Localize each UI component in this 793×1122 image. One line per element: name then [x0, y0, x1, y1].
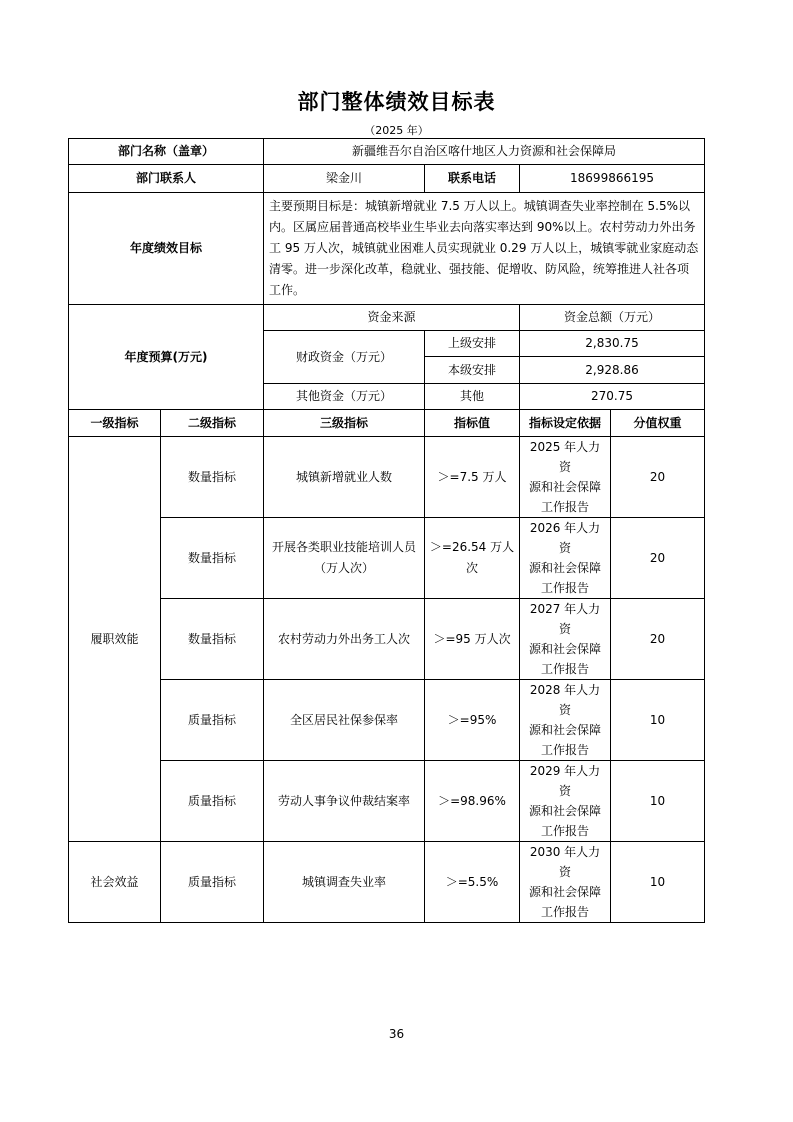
table-row: [69, 761, 705, 842]
phone-label: 联系电话: [425, 165, 520, 193]
indicator-value: ＞=95%: [425, 680, 520, 761]
basis-line: 源和社会保障: [529, 885, 602, 899]
indicator-weight: 10: [611, 761, 705, 842]
header-level2: 二级指标: [161, 410, 264, 437]
indicator-weight: 20: [611, 599, 705, 680]
goal-text: 主要预期目标是：城镇新增就业 7.5 万人以上。城镇调查失业率控制在 5.5%以内。区属应届普通高校毕业生毕业去向落实率达到 90%以上。农村劳动力外出务工 95 万人次，城镇就业困难人员实现就业 0.29 万人以上，城镇零就业家庭动态清零。进一步深化改革，稳就业、强技能、促增收、防风险，统筹推进人社各项工作。: [264, 193, 705, 305]
level2-indicator: 质量指标: [161, 761, 264, 842]
basis-line: 源和社会保障: [529, 723, 602, 737]
table-row: [69, 437, 705, 518]
page-title: 部门整体绩效目标表: [297, 90, 496, 114]
upper-allocation-label: 上级安排: [425, 331, 520, 357]
basis-line: 工作报告: [541, 500, 590, 514]
fiscal-fund-label: 财政资金（万元）: [264, 331, 425, 384]
level3-indicator: 农村劳动力外出务工人次: [264, 599, 425, 680]
level3-indicator: 城镇新增就业人数: [264, 437, 425, 518]
value-line: 次: [466, 561, 479, 575]
basis-line: 工作报告: [541, 824, 590, 838]
dept-name-value: 新疆维吾尔自治区喀什地区人力资源和社会保障局: [264, 139, 705, 165]
local-allocation-value: 2,928.86: [520, 357, 705, 384]
basis-line: 源和社会保障: [529, 561, 602, 575]
header-weight: 分值权重: [611, 410, 705, 437]
basis-line: 工作报告: [541, 581, 590, 595]
table-row: [69, 842, 705, 923]
level3-indicator: [264, 518, 425, 599]
header-level3: 三级指标: [264, 410, 425, 437]
other-fund-value: 270.75: [520, 384, 705, 410]
contact-name: 梁金川: [264, 165, 425, 193]
level2-indicator: 质量指标: [161, 842, 264, 923]
indicator-weight: 20: [611, 518, 705, 599]
page-number: 36: [388, 1027, 405, 1041]
fund-total-header: 资金总额（万元）: [520, 305, 705, 331]
dept-name-label: 部门名称（盖章）: [69, 139, 264, 165]
header-basis: 指标设定依据: [520, 410, 611, 437]
basis-line: 工作报告: [541, 905, 590, 919]
indicator-basis: [520, 680, 611, 761]
indicator-weight: 10: [611, 680, 705, 761]
indicator-basis: [520, 437, 611, 518]
indicator-weight: 10: [611, 842, 705, 923]
indicator-value: [425, 518, 520, 599]
header-value: 指标值: [425, 410, 520, 437]
indicator-value: ＞=95 万人次: [425, 599, 520, 680]
level2-indicator: 数量指标: [161, 518, 264, 599]
level3-indicator: 城镇调查失业率: [264, 842, 425, 923]
indicator-basis: [520, 599, 611, 680]
basis-line: 工作报告: [541, 743, 590, 757]
basis-line: 工作报告: [541, 662, 590, 676]
basis-line: 源和社会保障: [529, 642, 602, 656]
phone-value: 18699866195: [520, 165, 705, 193]
basis-line: 2026 年人力资: [529, 521, 601, 555]
contact-label: 部门联系人: [69, 165, 264, 193]
level1-indicator: 社会效益: [69, 842, 161, 923]
other-fund-label: 其他资金（万元）: [264, 384, 425, 410]
indicator-header-row: [69, 410, 705, 437]
indicator-value: ＞=7.5 万人: [425, 437, 520, 518]
basis-line: 2027 年人力资: [529, 602, 601, 636]
indicator-basis: [520, 761, 611, 842]
header-level1: 一级指标: [69, 410, 161, 437]
goal-label: 年度绩效目标: [69, 193, 264, 305]
level2-indicator: 质量指标: [161, 680, 264, 761]
table-row: [69, 680, 705, 761]
other-fund-sublabel: 其他: [425, 384, 520, 410]
indicator-weight: 20: [611, 437, 705, 518]
basis-line: 2025 年人力资: [529, 440, 601, 474]
budget-header-row: [69, 305, 705, 331]
local-allocation-label: 本级安排: [425, 357, 520, 384]
level1-indicator: 履职效能: [69, 437, 161, 842]
indicator-value: ＞=98.96%: [425, 761, 520, 842]
upper-allocation-value: 2,830.75: [520, 331, 705, 357]
level3-indicator: 劳动人事争议仲裁结案率: [264, 761, 425, 842]
level3-line: 开展各类职业技能培训人员: [272, 540, 417, 554]
basis-line: 源和社会保障: [529, 480, 602, 494]
table-row: [69, 518, 705, 599]
basis-line: 2030 年人力资: [529, 845, 601, 879]
table-row: [69, 599, 705, 680]
indicator-basis: [520, 518, 611, 599]
value-line: ＞=26.54 万人: [429, 540, 515, 554]
level3-indicator: 全区居民社保参保率: [264, 680, 425, 761]
level2-indicator: 数量指标: [161, 437, 264, 518]
level2-indicator: 数量指标: [161, 599, 264, 680]
performance-table: [68, 138, 705, 923]
goal-row: [69, 193, 705, 305]
basis-line: 2028 年人力资: [529, 683, 601, 717]
fund-source-header: 资金来源: [264, 305, 520, 331]
basis-line: 源和社会保障: [529, 804, 602, 818]
indicator-basis: [520, 842, 611, 923]
contact-row: [69, 165, 705, 193]
indicator-value: ＞=5.5%: [425, 842, 520, 923]
year-subtitle: （2025 年）: [364, 124, 429, 137]
level3-line: （万人次）: [314, 561, 375, 575]
budget-label: 年度预算(万元): [69, 305, 264, 410]
basis-line: 2029 年人力资: [529, 764, 601, 798]
dept-name-row: [69, 139, 705, 165]
